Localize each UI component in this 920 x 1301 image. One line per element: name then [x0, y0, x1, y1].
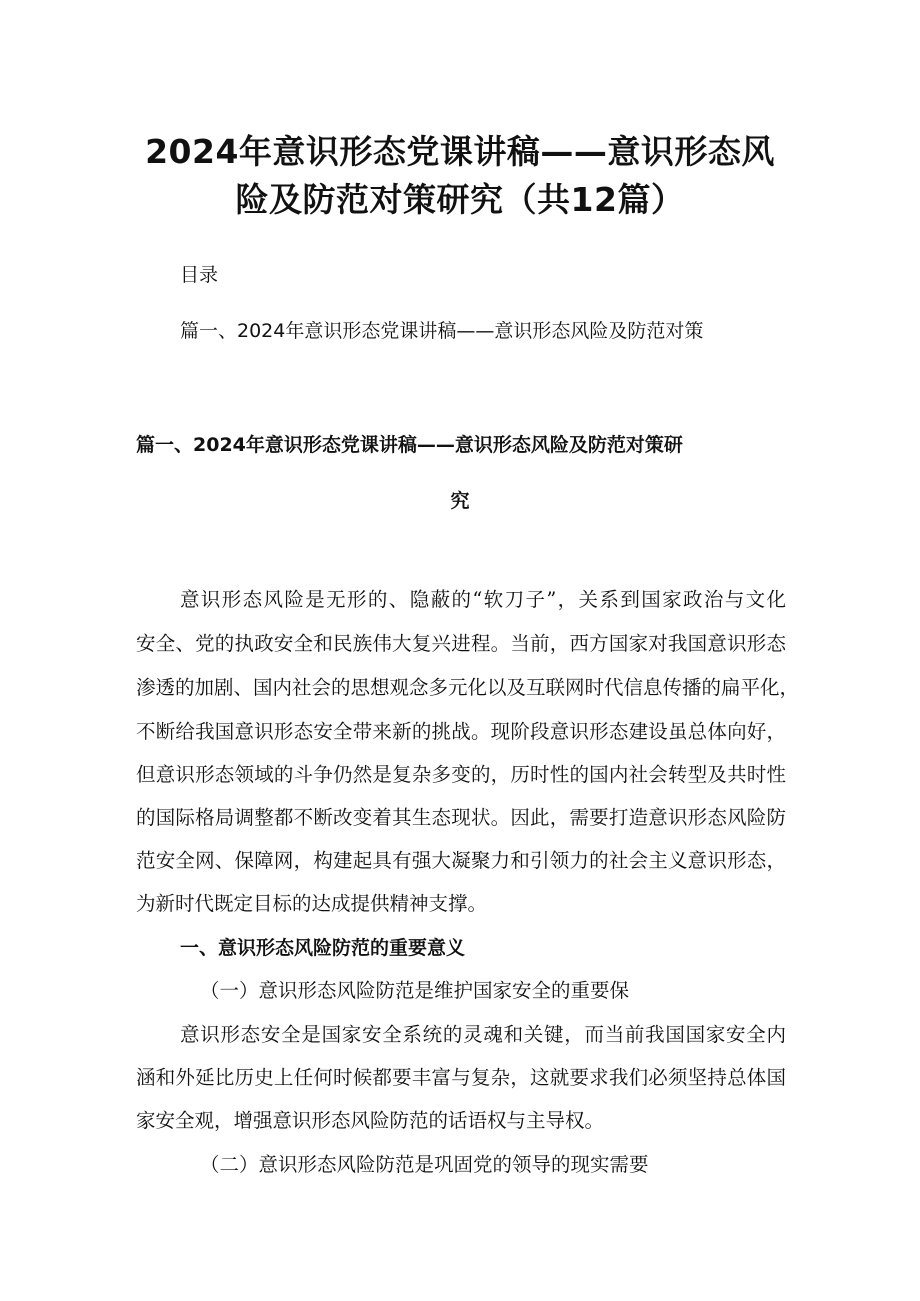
intro-paragraph-line: 但意识形态领域的斗争仍然是复杂多变的，历时性的国内社会转型及共时性 — [136, 763, 786, 786]
intro-paragraph-line: 的国际格局调整都不断改变着其生态现状。因此，需要打造意识形态风险防 — [136, 806, 786, 829]
section-heading-line-2: 究 — [450, 490, 470, 512]
document-title-line-1: 2024年意识形态党课讲稿——意识形态风 — [145, 132, 775, 171]
intro-paragraph-line: 意识形态风险是无形的、隐蔽的“软刀子”，关系到国家政治与文化 — [180, 588, 786, 611]
intro-paragraph-line: 渗透的加剧、国内社会的思想观念多元化以及互联网时代信息传播的扁平化， — [136, 676, 800, 699]
paragraph-1-line: 家安全观，增强意识形态风险防范的话语权与主导权。 — [136, 1109, 605, 1132]
subheading-2: （二）意识形态风险防范是巩固党的领导的现实需要 — [200, 1153, 649, 1176]
intro-paragraph-line: 不断给我国意识形态安全带来新的挑战。现阶段意识形态建设虽总体向好， — [136, 720, 786, 743]
heading-level-1: 一、意识形态风险防范的重要意义 — [180, 937, 466, 959]
paragraph-1-line: 涵和外延比历史上任何时候都要丰富与复杂，这就要求我们必须坚持总体国 — [136, 1066, 786, 1089]
document-title-line-2: 险及防范对策研究（共12篇） — [235, 180, 685, 219]
intro-paragraph-line: 范安全网、保障网，构建起具有强大凝聚力和引领力的社会主义意识形态， — [136, 849, 786, 872]
intro-paragraph-line: 为新时代既定目标的达成提供精神支撑。 — [136, 892, 488, 915]
intro-paragraph-line: 安全、党的执政安全和民族伟大复兴进程。当前，西方国家对我国意识形态 — [136, 632, 786, 655]
toc-heading: 目录 — [180, 264, 219, 286]
paragraph-1-line: 意识形态安全是国家安全系统的灵魂和关键，而当前我国国家安全内 — [180, 1023, 786, 1046]
toc-item[interactable]: 篇一、2024年意识形态党课讲稿——意识形态风险及防范对策 — [180, 320, 704, 342]
subheading-1: （一）意识形态风险防范是维护国家安全的重要保 — [200, 979, 630, 1002]
section-heading-line-1: 篇一、2024年意识形态党课讲稿——意识形态风险及防范对策研 — [136, 434, 683, 456]
